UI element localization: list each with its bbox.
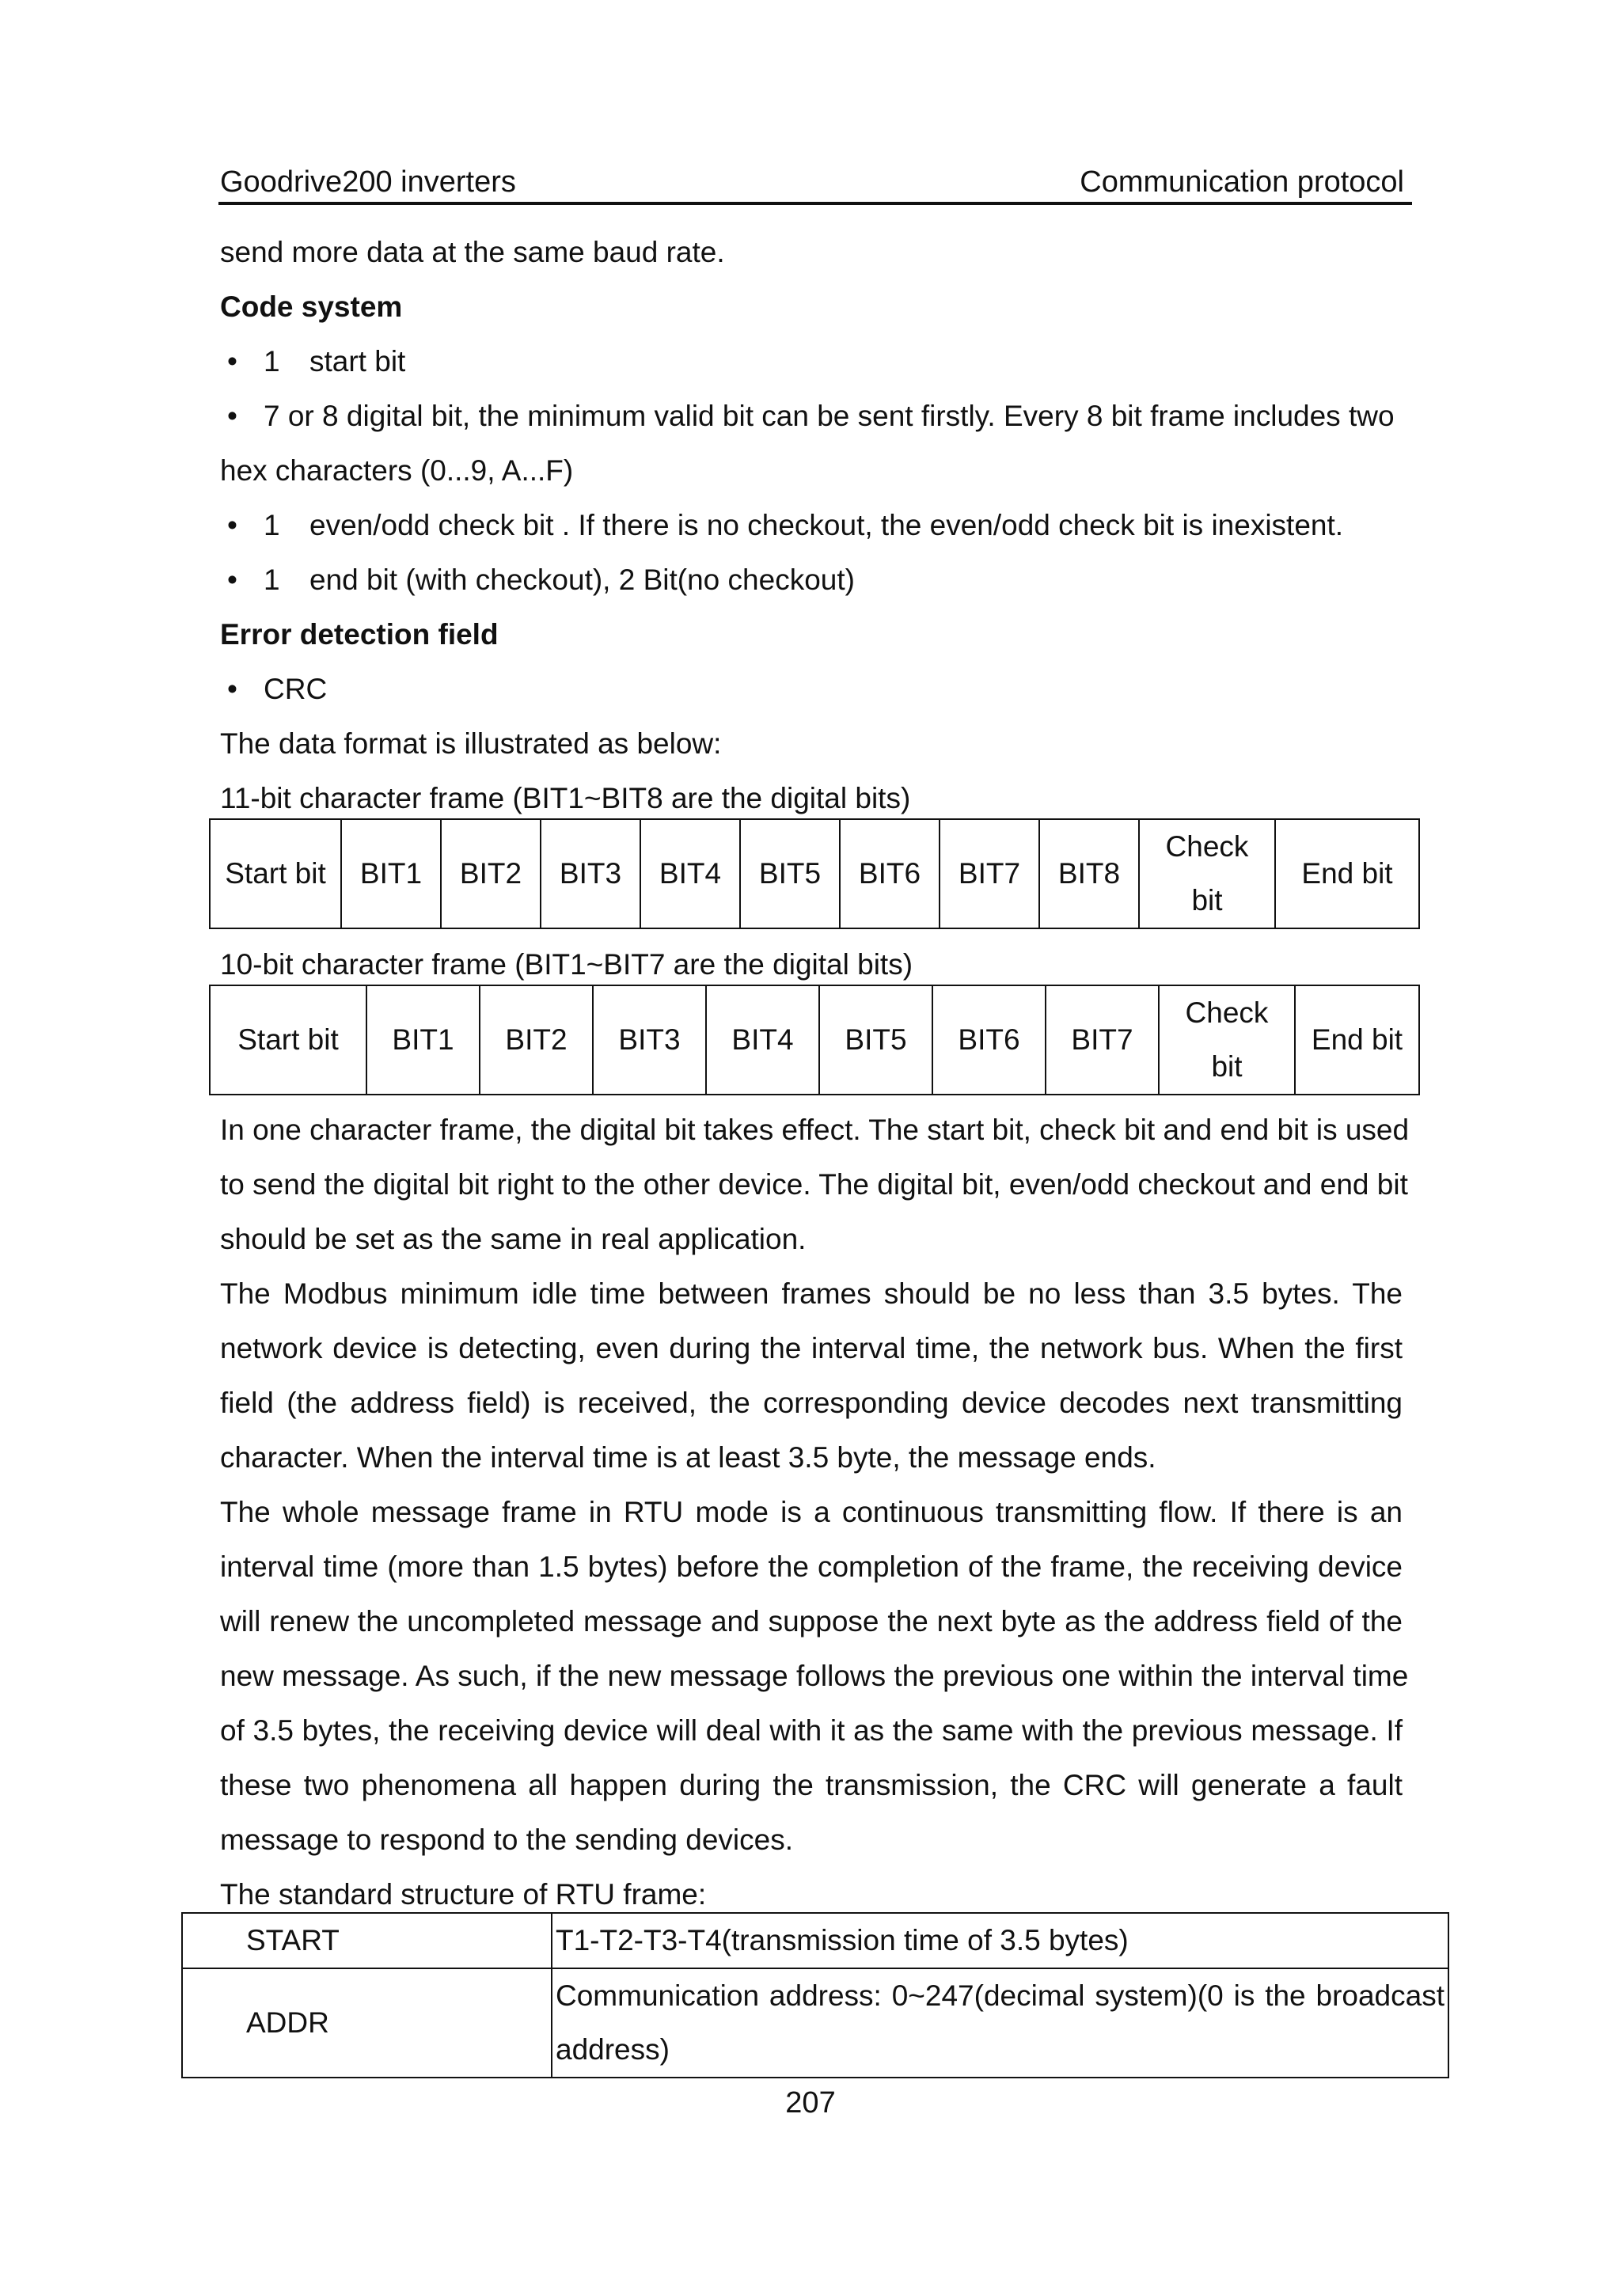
paragraph-line: network device is detecting, even during the interval time, the network bus. When the first	[220, 1332, 1403, 1364]
table-row	[182, 1968, 1448, 2078]
table-cell: BIT4	[706, 985, 819, 1095]
table-row	[182, 1913, 1448, 1968]
header-left-title: Goodrive200 inverters	[220, 165, 516, 199]
frame10-table	[209, 985, 1420, 1095]
paragraph-line: The Modbus minimum idle time between frames should be no less than 3.5 bytes. The	[220, 1277, 1403, 1310]
error-detection-heading: Error detection field	[220, 618, 499, 651]
rtu-structure-table	[181, 1912, 1449, 2078]
table-cell: BIT3	[541, 819, 640, 928]
page-number: 207	[785, 2086, 836, 2120]
table-cell-check-bit	[1139, 819, 1275, 928]
table-cell: BIT7	[940, 819, 1039, 928]
bullet-icon: •	[227, 564, 237, 596]
frame11-caption: 11-bit character frame (BIT1~BIT8 are the digital bits)	[220, 782, 911, 814]
table-cell: BIT1	[341, 819, 441, 928]
bullet-icon: •	[227, 509, 237, 541]
rtu-value-cell	[552, 1968, 1448, 2078]
paragraph-line: should be set as the same in real application.	[220, 1223, 807, 1255]
table-cell: BIT5	[740, 819, 840, 928]
page-header	[218, 162, 1412, 205]
cell-line: address)	[556, 2033, 670, 2066]
bullet-text-continued: hex characters (0...9, A...F)	[220, 454, 574, 487]
table-cell: Start bit	[210, 985, 366, 1095]
table-cell: BIT4	[640, 819, 740, 928]
bullet-text: 7 or 8 digital bit, the minimum valid bit can be sent firstly. Every 8 bit frame includes two	[264, 400, 1395, 432]
paragraph-line: In one character frame, the digital bit takes effect. The start bit, check bit and end bit is used	[220, 1114, 1410, 1146]
rtu-key-cell: ADDR	[182, 1968, 552, 2078]
table-cell: Start bit	[210, 819, 341, 928]
paragraph-line: message to respond to the sending devices.	[220, 1824, 794, 1856]
code-system-heading: Code system	[220, 290, 403, 323]
cell-line: bit	[1191, 884, 1223, 917]
table-cell: BIT8	[1039, 819, 1139, 928]
bullet-number: 1	[264, 564, 280, 596]
table-cell: End bit	[1275, 819, 1419, 928]
paragraph-line: character. When the interval time is at least 3.5 byte, the message ends.	[220, 1441, 1156, 1474]
paragraph-line: of 3.5 bytes, the receiving device will deal with it as the same with the previous message. If	[220, 1714, 1403, 1747]
table-cell: BIT6	[840, 819, 940, 928]
paragraph-line: these two phenomena all happen during the transmission, the CRC will generate a fault	[220, 1769, 1403, 1801]
bullet-icon: •	[227, 345, 237, 378]
table-cell: BIT2	[480, 985, 593, 1095]
table-cell: BIT1	[366, 985, 480, 1095]
table-row	[210, 819, 1419, 928]
table-cell: BIT3	[593, 985, 706, 1095]
rtu-key-cell: START	[182, 1913, 552, 1968]
bullet-icon: •	[227, 400, 237, 432]
paragraph-line: The whole message frame in RTU mode is a continuous transmitting flow. If there is an	[220, 1496, 1403, 1528]
bullet-text: end bit (with checkout), 2 Bit(no checkout)	[309, 564, 855, 596]
bullet-text: even/odd check bit . If there is no checkout, the even/odd check bit is inexistent.	[309, 509, 1344, 541]
intro-line: send more data at the same baud rate.	[220, 236, 725, 268]
paragraph-line: will renew the uncompleted message and suppose the next byte as the address field of the	[220, 1605, 1403, 1638]
format-intro: The data format is illustrated as below:	[220, 727, 722, 760]
bullet-icon: •	[227, 673, 237, 705]
table-cell: End bit	[1295, 985, 1419, 1095]
header-right-title: Communication protocol	[1080, 165, 1404, 199]
cell-line: Check	[1165, 830, 1249, 863]
paragraph-line: interval time (more than 1.5 bytes) before the completion of the frame, the receiving device	[220, 1550, 1403, 1583]
cell-line: bit	[1211, 1050, 1243, 1083]
paragraph-line: to send the digital bit right to the other device. The digital bit, even/odd checkout and end bit	[220, 1168, 1408, 1201]
table-cell: BIT2	[441, 819, 541, 928]
table-cell: BIT5	[819, 985, 932, 1095]
table-cell: BIT7	[1046, 985, 1159, 1095]
cell-line: Communication address: 0~247(decimal system)(0 is the broadcast	[556, 1979, 1444, 2012]
frame10-caption: 10-bit character frame (BIT1~BIT7 are the digital bits)	[220, 948, 913, 981]
bullet-text: CRC	[264, 673, 328, 705]
rtu-caption: The standard structure of RTU frame:	[220, 1878, 707, 1911]
cell-line: Check	[1185, 996, 1269, 1029]
table-cell-check-bit	[1159, 985, 1295, 1095]
paragraph-line: field (the address field) is received, the corresponding device decodes next transmitting	[220, 1387, 1403, 1419]
bullet-text: start bit	[309, 345, 406, 378]
paragraph-line: new message. As such, if the new message follows the previous one within the interval time	[220, 1660, 1409, 1692]
rtu-value-cell: T1-T2-T3-T4(transmission time of 3.5 bytes)	[552, 1913, 1448, 1968]
table-cell: BIT6	[932, 985, 1046, 1095]
table-row	[210, 985, 1419, 1095]
frame11-table	[209, 818, 1420, 929]
bullet-number: 1	[264, 345, 280, 378]
bullet-number: 1	[264, 509, 280, 541]
